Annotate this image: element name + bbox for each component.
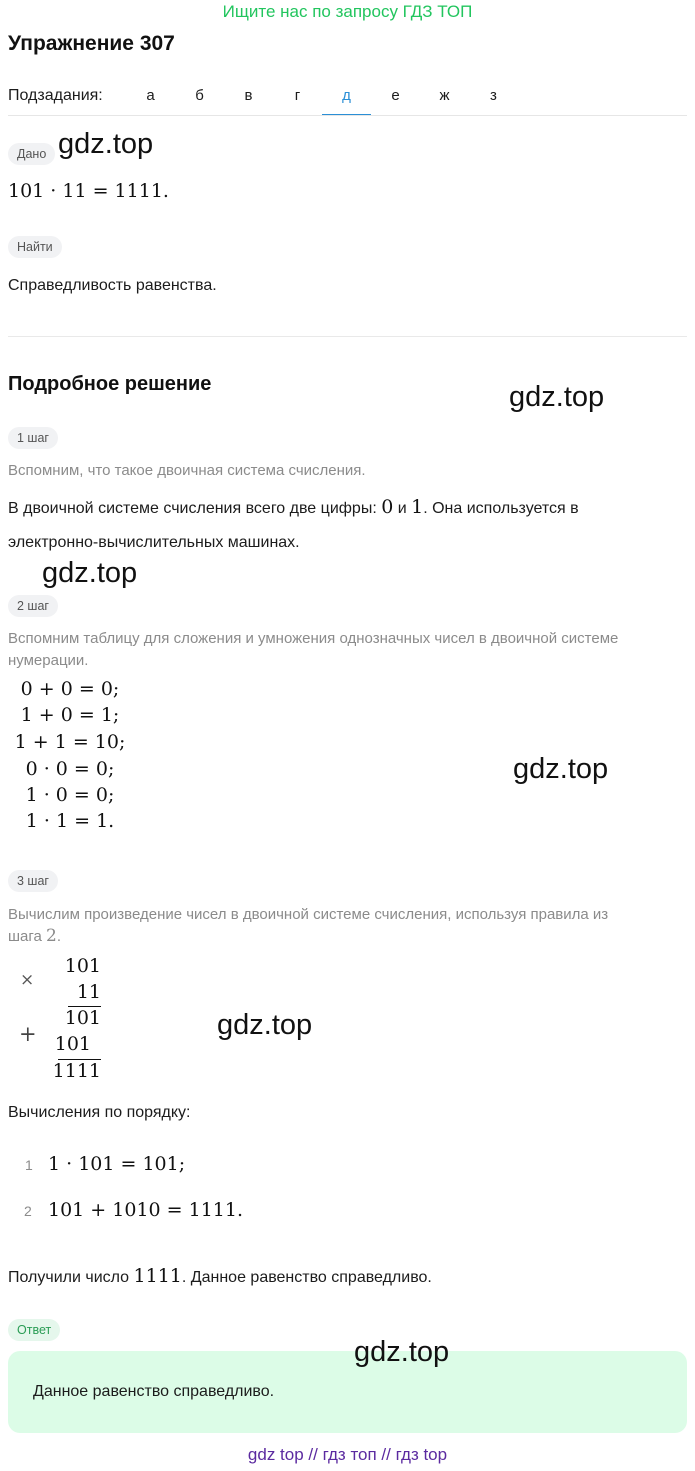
watermark: gdz.top xyxy=(58,128,154,160)
column-result: 1111 xyxy=(52,1060,101,1082)
answer-text: Данное равенство справедливо. xyxy=(33,1383,275,1400)
plus-sign: + xyxy=(19,1022,37,1046)
list-number: 2 xyxy=(24,1203,32,1219)
step3-hint-part: шага xyxy=(8,928,47,945)
tabs-divider xyxy=(8,115,687,116)
step1-text-line2: электронно-вычислительных машинах. xyxy=(8,534,300,551)
tab-e[interactable]: е xyxy=(391,87,400,104)
subtasks-label: Подзадания: xyxy=(8,87,103,104)
order-label: Вычисления по порядку: xyxy=(8,1104,191,1121)
list-item: 101 + 1010 = 1111. xyxy=(48,1199,244,1221)
column-row: 101 xyxy=(64,1007,101,1029)
promo-banner: Ищите нас по запросу ГДЗ ТОП xyxy=(222,2,473,21)
step3-hint-line2 xyxy=(8,925,61,948)
watermark: gdz.top xyxy=(509,381,605,413)
watermark: gdz.top xyxy=(217,1009,313,1041)
table-equation: 0 · 0 = 0; xyxy=(25,758,115,780)
page-title: Упражнение 307 xyxy=(8,32,175,55)
tab-v[interactable]: в xyxy=(244,87,253,104)
given-equation: 101 · 11 = 1111. xyxy=(8,180,169,202)
step3-hint-line1: Вычислим произведение чисел в двоичной системе счисления, используя правила из xyxy=(8,906,609,923)
list-item: 1 · 101 = 101; xyxy=(48,1153,186,1175)
conclusion-number: 1111 xyxy=(133,1265,182,1287)
watermark: gdz.top xyxy=(354,1336,450,1368)
list-number: 1 xyxy=(25,1157,33,1173)
subtask-tabs xyxy=(126,78,518,116)
step1-text-line1 xyxy=(8,496,579,518)
given-chip: Дано xyxy=(8,143,55,165)
table-equation: 1 · 1 = 1. xyxy=(25,810,115,832)
step1-chip: 1 шаг xyxy=(8,427,58,449)
tab-z[interactable]: з xyxy=(490,87,497,104)
tab-g[interactable]: г xyxy=(294,87,301,104)
solution-heading: Подробное решение xyxy=(8,373,212,395)
table-equation: 0 + 0 = 0; xyxy=(20,678,120,700)
footer-links[interactable]: gdz top // гдз топ // гдз top xyxy=(247,1445,448,1464)
step2-chip: 2 шаг xyxy=(8,595,58,617)
step1-text-part2: . Она используется в xyxy=(423,500,579,517)
tab-d[interactable]: д xyxy=(322,78,371,116)
answer-chip: Ответ xyxy=(8,1319,60,1341)
watermark: gdz.top xyxy=(42,557,138,589)
find-chip: Найти xyxy=(8,236,62,258)
tab-b[interactable]: б xyxy=(195,87,204,104)
conclusion xyxy=(8,1265,432,1287)
tab-a[interactable]: а xyxy=(146,87,155,104)
section-divider xyxy=(8,336,687,337)
conclusion-part: Получили число xyxy=(8,1269,134,1286)
step2-hint-line1: Вспомним таблицу для сложения и умножения однозначных чисел в двоичной системе xyxy=(8,630,619,647)
step3-chip: 3 шаг xyxy=(8,870,58,892)
table-equation: 1 + 1 = 10; xyxy=(14,731,126,753)
table-equation: 1 + 0 = 1; xyxy=(20,704,120,726)
step1-hint: Вспомним, что такое двоичная система счисления. xyxy=(8,462,366,479)
digit-one: 1 xyxy=(411,496,424,518)
tab-zh[interactable]: ж xyxy=(439,87,450,104)
column-row: 101 xyxy=(64,955,101,977)
times-sign: × xyxy=(20,970,35,990)
step-number: 2 xyxy=(46,926,57,946)
find-text: Справедливость равенства. xyxy=(8,277,217,294)
column-row: 11 xyxy=(76,981,101,1003)
step2-hint-line2: нумерации. xyxy=(8,652,89,669)
step1-text-part: В двоичной системе счисления всего две цифры: xyxy=(8,500,382,517)
digit-zero: 0 xyxy=(381,496,394,518)
watermark: gdz.top xyxy=(513,753,609,785)
column-row: 101 xyxy=(54,1033,91,1055)
conclusion-part2: . Данное равенство справедливо. xyxy=(181,1269,432,1286)
step1-text-and: и xyxy=(393,500,412,517)
step3-hint-period: . xyxy=(56,928,62,945)
table-equation: 1 · 0 = 0; xyxy=(25,784,115,806)
